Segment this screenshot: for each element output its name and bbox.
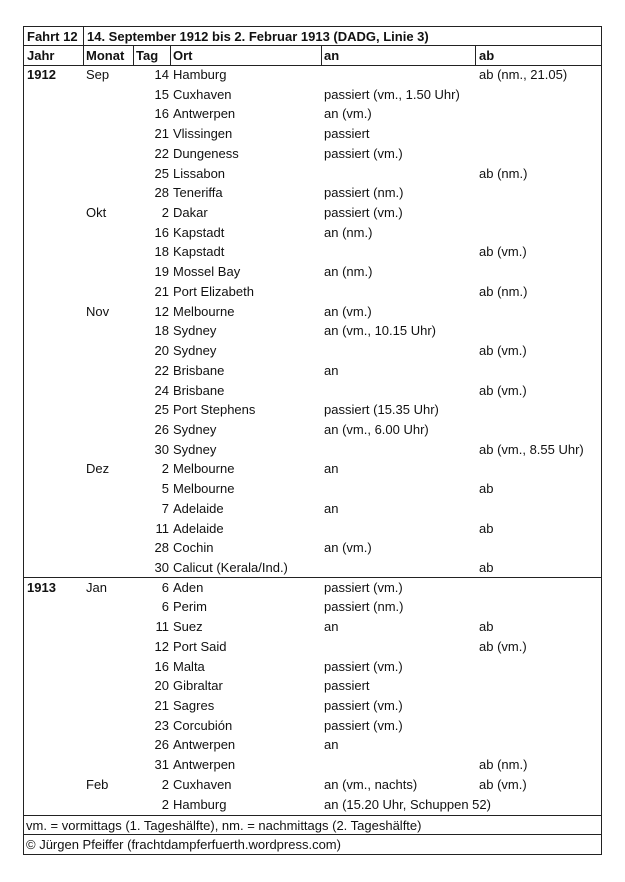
- cell-ort: Melbourne: [173, 481, 235, 497]
- cell-ort: Sydney: [173, 323, 217, 339]
- cell-an: an (vm.): [324, 303, 372, 319]
- cell-tag: 21: [154, 698, 169, 714]
- cell-an: an (vm., 6.00 Uhr): [324, 421, 429, 437]
- cell-an: an: [324, 500, 339, 516]
- cell-tag: 30: [154, 441, 169, 457]
- cell-ort: Sagres: [173, 698, 215, 714]
- cell-ab: ab (vm.): [479, 343, 527, 359]
- cell-ort: Kapstadt: [173, 244, 225, 260]
- column-divider: [170, 45, 171, 65]
- cell-ort: Cuxhaven: [173, 86, 232, 102]
- cell-an: an (nm.): [324, 264, 373, 280]
- cell-ort: Antwerpen: [173, 757, 236, 773]
- column-header-tag: Tag: [136, 48, 159, 63]
- cell-tag: 22: [154, 362, 169, 378]
- cell-ort: Corcubión: [173, 717, 233, 733]
- cell-ort: Sydney: [173, 421, 217, 437]
- cell-tag: 18: [154, 244, 169, 260]
- column-header-an: an: [324, 48, 340, 63]
- cell-ort: Sydney: [173, 343, 217, 359]
- cell-ab: ab (nm., 21.05): [479, 67, 568, 82]
- cell-ort: Calicut (Kerala/Ind.): [173, 560, 288, 575]
- column-header-divider: [23, 65, 602, 66]
- cell-an: an (15.20 Uhr, Schuppen 52): [324, 796, 491, 812]
- cell-an: an: [324, 737, 339, 753]
- cell-tag: 23: [154, 717, 169, 733]
- cell-tag: 16: [154, 224, 169, 240]
- cell-tag: 21: [154, 283, 169, 299]
- cell-an: passiert: [324, 678, 370, 694]
- cell-tag: 11: [155, 619, 169, 635]
- cell-ort: Adelaide: [173, 500, 224, 516]
- footer-divider: [23, 815, 602, 816]
- cell-tag: 20: [154, 343, 169, 359]
- cell-monat: Okt: [86, 205, 107, 221]
- cell-monat: Sep: [86, 67, 110, 82]
- cell-tag: 26: [154, 737, 169, 753]
- cell-ort: Brisbane: [173, 382, 225, 398]
- cell-ab: ab (vm.): [479, 776, 527, 792]
- cell-tag: 18: [154, 323, 169, 339]
- cell-tag: 28: [154, 540, 169, 556]
- column-divider: [83, 26, 84, 65]
- cell-ort: Cochin: [173, 540, 214, 556]
- cell-ort: Sydney: [173, 441, 217, 457]
- column-header-ab: ab: [479, 48, 495, 63]
- cell-tag: 26: [154, 421, 169, 437]
- cell-ort: Teneriffa: [173, 185, 223, 201]
- cell-ort: Melbourne: [173, 461, 235, 477]
- cell-tag: 25: [154, 402, 169, 418]
- cell-an: an (vm., nachts): [324, 776, 418, 792]
- cell-ort: Kapstadt: [173, 224, 225, 240]
- cell-an: passiert (vm.): [324, 658, 403, 674]
- cell-jahr: 1913: [27, 579, 56, 595]
- cell-monat: Feb: [86, 776, 109, 792]
- cell-tag: 7: [161, 500, 169, 516]
- cell-tag: 22: [154, 145, 169, 161]
- cell-an: passiert (vm.): [324, 145, 403, 161]
- cell-tag: 2: [161, 461, 169, 477]
- cell-ort: Adelaide: [173, 520, 224, 536]
- cell-ort: Malta: [173, 658, 205, 674]
- cell-tag: 31: [154, 757, 169, 773]
- cell-an: passiert (vm., 1.50 Uhr): [324, 86, 460, 102]
- cell-an: an: [324, 461, 339, 477]
- cell-an: passiert (vm.): [324, 698, 403, 714]
- cell-tag: 16: [154, 106, 169, 122]
- cell-ab: ab: [479, 520, 494, 536]
- cell-ab: ab (nm.): [479, 165, 528, 181]
- cell-ab: ab: [479, 619, 494, 635]
- cell-tag: 6: [161, 579, 169, 595]
- cell-tag: 20: [154, 678, 169, 694]
- cell-monat: Dez: [86, 461, 110, 477]
- abbreviation-legend: vm. = vormittags (1. Tageshälfte), nm. = nachmittags (2. Tageshälfte): [26, 818, 422, 833]
- cell-ort: Melbourne: [173, 303, 235, 319]
- column-divider: [133, 45, 134, 65]
- cell-ab: ab (vm.): [479, 382, 527, 398]
- cell-tag: 30: [154, 560, 169, 575]
- cell-tag: 12: [154, 303, 169, 319]
- cell-an: passiert (vm.): [324, 579, 403, 595]
- cell-tag: 19: [154, 264, 169, 280]
- cell-ort: Antwerpen: [173, 106, 236, 122]
- copyright-notice: © Jürgen Pfeiffer (frachtdampferfuerth.wordpress.com): [26, 837, 341, 852]
- cell-tag: 14: [154, 67, 169, 82]
- fahrt-label: Fahrt 12: [27, 29, 78, 44]
- column-header-ort: Ort: [173, 48, 193, 63]
- cell-tag: 25: [154, 165, 169, 181]
- cell-an: an: [324, 619, 339, 635]
- cell-tag: 11: [155, 520, 169, 536]
- cell-ab: ab: [479, 560, 494, 575]
- year-divider: [23, 577, 602, 578]
- footer-inner-divider: [23, 834, 602, 835]
- header-divider: [23, 45, 602, 46]
- column-divider: [475, 45, 476, 65]
- cell-an: an (vm.): [324, 106, 372, 122]
- cell-tag: 28: [154, 185, 169, 201]
- cell-ab: ab (vm.): [479, 244, 527, 260]
- cell-ab: ab (nm.): [479, 283, 528, 299]
- cell-ort: Lissabon: [173, 165, 226, 181]
- cell-tag: 21: [154, 126, 169, 142]
- table-frame: [23, 26, 602, 855]
- cell-an: an: [324, 362, 339, 378]
- cell-tag: 15: [154, 86, 169, 102]
- cell-an: passiert: [324, 126, 370, 142]
- cell-an: passiert (vm.): [324, 205, 403, 221]
- cell-ort: Hamburg: [173, 796, 227, 812]
- cell-ort: Hamburg: [173, 67, 227, 82]
- cell-ab: ab (vm.): [479, 638, 527, 654]
- cell-ort: Perim: [173, 599, 207, 615]
- cell-tag: 12: [154, 638, 169, 654]
- cell-an: an (vm.): [324, 540, 372, 556]
- cell-ort: Dakar: [173, 205, 208, 221]
- cell-tag: 2: [161, 796, 169, 812]
- cell-ort: Antwerpen: [173, 737, 236, 753]
- cell-monat: Nov: [86, 303, 110, 319]
- column-divider: [321, 45, 322, 65]
- cell-an: an (nm.): [324, 224, 373, 240]
- cell-ort: Vlissingen: [173, 126, 233, 142]
- cell-an: passiert (vm.): [324, 717, 403, 733]
- cell-an: passiert (15.35 Uhr): [324, 402, 439, 418]
- cell-tag: 16: [154, 658, 169, 674]
- cell-tag: 2: [161, 205, 169, 221]
- cell-ort: Brisbane: [173, 362, 225, 378]
- cell-ort: Port Said: [173, 638, 227, 654]
- cell-tag: 6: [161, 599, 169, 615]
- cell-ort: Cuxhaven: [173, 776, 232, 792]
- cell-ort: Mossel Bay: [173, 264, 241, 280]
- cell-ort: Aden: [173, 579, 204, 595]
- cell-an: an (vm., 10.15 Uhr): [324, 323, 436, 339]
- cell-an: passiert (nm.): [324, 185, 404, 201]
- cell-ort: Gibraltar: [173, 678, 223, 694]
- cell-tag: 2: [161, 776, 169, 792]
- cell-tag: 24: [154, 382, 169, 398]
- cell-ab: ab (nm.): [479, 757, 528, 773]
- column-header-monat: Monat: [86, 48, 125, 63]
- cell-monat: Jan: [86, 579, 107, 595]
- cell-an: passiert (nm.): [324, 599, 404, 615]
- cell-jahr: 1912: [27, 67, 56, 82]
- cell-ort: Port Elizabeth: [173, 283, 254, 299]
- cell-ort: Dungeness: [173, 145, 239, 161]
- column-header-jahr: Jahr: [27, 48, 55, 63]
- cell-ort: Port Stephens: [173, 402, 256, 418]
- cell-ab: ab: [479, 481, 494, 497]
- voyage-title: 14. September 1912 bis 2. Februar 1913 (DADG, Linie 3): [87, 29, 429, 44]
- cell-ort: Suez: [173, 619, 203, 635]
- cell-tag: 5: [161, 481, 169, 497]
- cell-ab: ab (vm., 8.55 Uhr): [479, 441, 584, 457]
